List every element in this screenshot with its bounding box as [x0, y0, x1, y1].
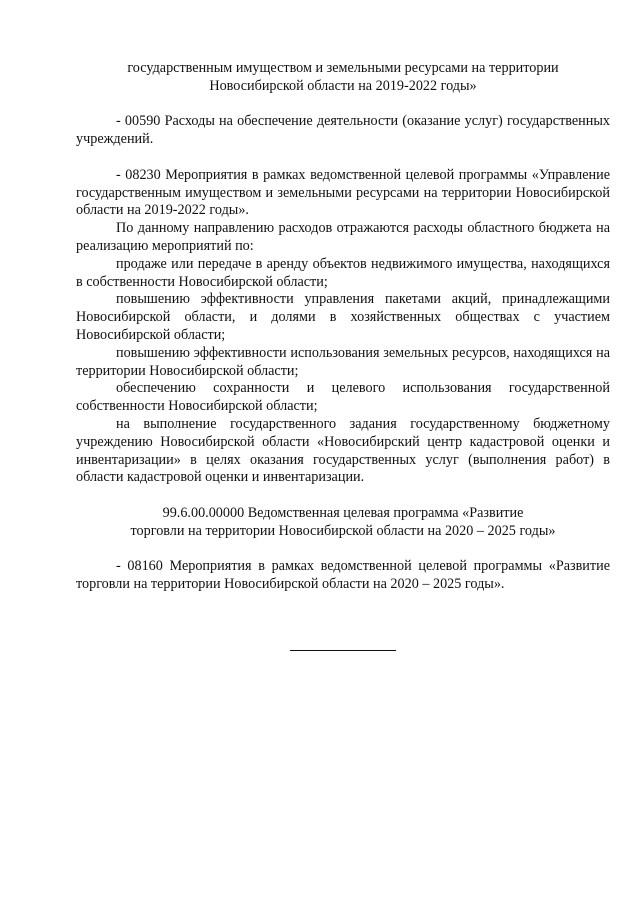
list-item: повышению эффективности управления пакетами акций, принадлежащими Новосибирской области, и долями в хозяйственных обществах с участием Новосибирской области; — [76, 291, 610, 343]
list-item: повышению эффективности использования земельных ресурсов, находящихся на территории Новосибирской области; — [76, 344, 610, 379]
closing-divider-line — [290, 650, 396, 651]
section-heading-line2: Новосибирской области на 2019-2022 годы» — [209, 77, 477, 94]
section-heading-property — [76, 60, 610, 96]
item-00590: - 00590 Расходы на обеспечение деятельности (оказание услуг) государственных учреждений. — [76, 113, 610, 148]
list-item: обеспечению сохранности и целевого использования государственной собственности Новосибирской области; — [76, 380, 610, 415]
section-heading-line2: торговли на территории Новосибирской области на 2020 – 2025 годы» — [130, 522, 556, 539]
document-page — [76, 60, 610, 594]
section-heading-line1: 99.6.00.00000 Ведомственная целевая программа «Развитие — [162, 504, 524, 521]
list-item: продаже или передаче в аренду объектов недвижимого имущества, находящихся в собственности Новосибирской области; — [76, 255, 610, 290]
list-item: на выполнение государственного задания государственному бюджетному учреждению Новосибирской области «Новосибирский центр кадастровой оценки и инвентаризации» в целях оказания государственных услуг (выполнения работ) в области кадастровой оценки и инвентаризации. — [76, 415, 610, 486]
section-heading-trade — [76, 505, 610, 541]
item-08160: - 08160 Мероприятия в рамках ведомственной целевой программы «Развитие торговли на территории Новосибирской области на 2020 – 2025 годы». — [76, 558, 610, 593]
item-08230: - 08230 Мероприятия в рамках ведомственной целевой программы «Управление государственным имуществом и земельными ресурсами на территории Новосибирской области на 2019-2022 годы». — [76, 166, 610, 219]
direction-intro: По данному направлению расходов отражаются расходы областного бюджета на реализацию мероприятий по: — [76, 220, 610, 254]
section-heading-line1: государственным имуществом и земельными ресурсами на территории — [127, 60, 559, 76]
